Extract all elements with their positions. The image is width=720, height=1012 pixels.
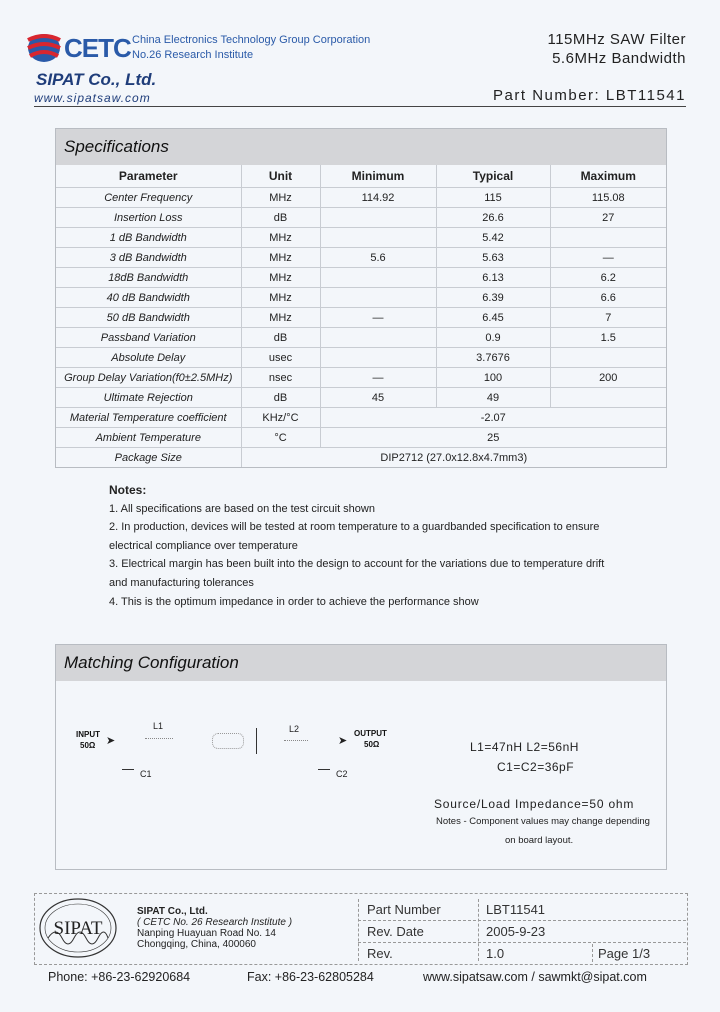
table-cell: 6.13 — [436, 268, 550, 288]
inductor-l2-icon — [284, 740, 308, 741]
matching-note-line2: on board layout. — [505, 835, 574, 846]
table-cell: 0.9 — [436, 328, 550, 348]
col-header-minimum: Minimum — [320, 165, 436, 188]
saw-filter-icon — [212, 733, 244, 749]
footer-rev-value: 1.0 — [486, 946, 505, 961]
specifications-title: Specifications — [56, 129, 666, 165]
table-row — [56, 268, 666, 288]
table-row — [56, 408, 666, 428]
note-line: 2. In production, devices will be tested at room temperature to a guardbanded specification to ensure — [109, 521, 600, 534]
table-cell: Group Delay Variation(f0±2.5MHz) — [56, 368, 241, 388]
table-cell: DIP2712 (27.0x12.8x4.7mm3) — [380, 451, 528, 464]
table-cell: usec — [241, 348, 320, 368]
footer-divider — [478, 899, 480, 961]
table-cell: 5.6 — [320, 248, 436, 268]
table-cell — [320, 208, 436, 228]
footer-rev-label: Rev. — [367, 946, 393, 961]
table-cell: 100 — [436, 368, 550, 388]
table-row — [56, 328, 666, 348]
footer-page: Page 1/3 — [598, 946, 651, 961]
capacitor-c2-icon — [318, 769, 330, 770]
table-cell — [320, 288, 436, 308]
capacitor-c1-label: C1 — [140, 769, 152, 779]
product-title: 115MHz SAW Filter — [547, 31, 686, 48]
footer-part-number-value: LBT11541 — [486, 902, 546, 917]
product-subtitle: 5.6MHz Bandwidth — [552, 50, 686, 67]
note-line: electrical compliance over temperature — [109, 539, 298, 552]
table-cell: Center Frequency — [56, 188, 241, 208]
table-cell: 6.45 — [436, 308, 550, 328]
table-row — [56, 308, 666, 328]
table-cell: 40 dB Bandwidth — [56, 288, 241, 308]
matching-title: Matching Configuration — [56, 645, 666, 681]
table-cell: Ambient Temperature — [56, 428, 241, 448]
footer-row-divider — [358, 942, 686, 943]
table-cell: Passband Variation — [56, 328, 241, 348]
table-cell — [550, 388, 666, 408]
footer-institute: ( CETC No. 26 Research Institute ) — [137, 917, 293, 928]
table-cell: °C — [241, 428, 320, 448]
table-cell: 18dB Bandwidth — [56, 268, 241, 288]
table-row — [56, 288, 666, 308]
table-cell: 114.92 — [320, 188, 436, 208]
company-name: SIPAT Co., Ltd. — [36, 70, 157, 89]
inductor-l1-icon — [145, 738, 173, 739]
table-cell: dB — [241, 388, 320, 408]
table-cell: 5.42 — [436, 228, 550, 248]
table-cell: 115 — [436, 188, 550, 208]
output-label: OUTPUT — [354, 729, 387, 738]
notes-block — [109, 481, 604, 611]
col-header-unit: Unit — [241, 165, 320, 188]
footer-box — [34, 893, 688, 965]
input-arrow-icon: ➤ — [106, 735, 116, 747]
table-row — [56, 348, 666, 368]
footer-company-block — [137, 906, 292, 950]
matching-note-line1: Notes - Component values may change depending — [436, 816, 650, 827]
footer-address1: Nanping Huayuan Road No. 14 — [137, 928, 276, 939]
table-row — [56, 428, 666, 448]
impedance-text: Source/Load Impedance=50 ohm — [434, 797, 635, 811]
table-cell: 25 — [320, 428, 666, 448]
cetc-logo-icon — [26, 28, 62, 66]
inductor-l2-label: L2 — [289, 724, 300, 734]
table-cell: 1.5 — [550, 328, 666, 348]
note-line: 4. This is the optimum impedance in order to achieve the performance show — [109, 595, 479, 608]
footer-divider — [592, 944, 594, 962]
notes-title: Notes: — [109, 483, 147, 497]
input-impedance: 50Ω — [80, 741, 96, 750]
note-line: and manufacturing tolerances — [109, 576, 254, 589]
table-cell: Material Temperature coefficient — [56, 408, 241, 428]
table-cell: — — [320, 368, 436, 388]
note-line: 3. Electrical margin has been built into the design to account for the variations due to temperature drift — [109, 558, 605, 571]
matching-section — [55, 644, 667, 870]
inductor-values: L1=47nH L2=56nH — [470, 740, 579, 754]
table-cell: MHz — [241, 308, 320, 328]
table-cell: — — [320, 308, 436, 328]
table-cell: 3 dB Bandwidth — [56, 248, 241, 268]
table-cell: Ultimate Rejection — [56, 388, 241, 408]
table-cell: KHz/°C — [241, 408, 320, 428]
table-row — [56, 188, 666, 208]
table-cell: 115.08 — [550, 188, 666, 208]
table-row — [56, 208, 666, 228]
footer-part-number-label: Part Number — [367, 902, 441, 917]
header-divider — [34, 106, 686, 107]
table-row — [56, 248, 666, 268]
org-name — [132, 33, 370, 63]
table-cell: 49 — [436, 388, 550, 408]
table-cell: 6.2 — [550, 268, 666, 288]
table-cell: 200 — [550, 368, 666, 388]
table-cell: dB — [241, 328, 320, 348]
table-cell — [320, 268, 436, 288]
table-cell: MHz — [241, 248, 320, 268]
note-line: 1. All specifications are based on the test circuit shown — [109, 502, 375, 515]
footer-rev-date-label: Rev. Date — [367, 924, 424, 939]
sipat-seal-icon — [36, 896, 120, 960]
table-cell — [320, 348, 436, 368]
table-row — [56, 388, 666, 408]
footer-fax: Fax: +86-23-62805284 — [247, 970, 374, 984]
table-cell: dB — [241, 208, 320, 228]
table-cell: 45 — [320, 388, 436, 408]
capacitor-c1-icon — [122, 769, 134, 770]
footer-address2: Chongqing, China, 400060 — [137, 939, 256, 950]
table-cell: MHz — [241, 228, 320, 248]
footer-contact[interactable]: www.sipatsaw.com / sawmkt@sipat.com — [423, 970, 647, 984]
part-number: Part Number: LBT11541 — [493, 87, 686, 104]
col-header-maximum: Maximum — [550, 165, 666, 188]
table-cell: 5.63 — [436, 248, 550, 268]
footer-phone: Phone: +86-23-62920684 — [48, 970, 191, 984]
table-cell: 6.6 — [550, 288, 666, 308]
specifications-section — [55, 128, 667, 468]
table-cell: 27 — [550, 208, 666, 228]
table-cell: nsec — [241, 368, 320, 388]
table-cell: 50 dB Bandwidth — [56, 308, 241, 328]
org-line2: No.26 Research Institute — [132, 49, 254, 61]
footer-rev-date-value: 2005-9-23 — [486, 924, 546, 939]
output-arrow-icon: ➤ — [338, 735, 348, 747]
capacitor-values: C1=C2=36pF — [497, 760, 575, 774]
table-cell: MHz — [241, 268, 320, 288]
table-cell: MHz — [241, 188, 320, 208]
table-cell: — — [550, 248, 666, 268]
table-cell: -2.07 — [320, 408, 666, 428]
table-cell: 1 dB Bandwidth — [56, 228, 241, 248]
table-cell — [320, 328, 436, 348]
output-impedance: 50Ω — [364, 740, 380, 749]
inductor-l1-label: L1 — [153, 721, 164, 731]
col-header-parameter: Parameter — [56, 165, 241, 188]
org-line1: China Electronics Technology Group Corporation — [132, 34, 371, 46]
table-cell: Package Size — [56, 448, 241, 468]
svg-text:SIPAT: SIPAT — [53, 918, 103, 939]
table-cell: 7 — [550, 308, 666, 328]
table-row — [56, 368, 666, 388]
table-cell: 3.7676 — [436, 348, 550, 368]
table-cell — [320, 228, 436, 248]
table-cell — [550, 228, 666, 248]
footer-divider — [358, 899, 360, 961]
table-cell: 26.6 — [436, 208, 550, 228]
table-cell: Absolute Delay — [56, 348, 241, 368]
footer-row-divider — [358, 920, 686, 921]
filter-divider — [256, 728, 257, 754]
specifications-table — [56, 165, 666, 467]
table-cell: Insertion Loss — [56, 208, 241, 228]
table-header-row — [56, 165, 666, 188]
footer-company: SIPAT Co., Ltd. — [137, 906, 208, 917]
company-website[interactable]: www.sipatsaw.com — [34, 91, 151, 105]
capacitor-c2-label: C2 — [336, 769, 348, 779]
table-row — [56, 228, 666, 248]
col-header-typical: Typical — [436, 165, 550, 188]
table-cell: MHz — [241, 288, 320, 308]
table-cell — [550, 348, 666, 368]
table-row — [56, 448, 666, 468]
input-label: INPUT — [76, 730, 100, 739]
table-cell: 6.39 — [436, 288, 550, 308]
cetc-logo-text: CETC — [64, 33, 131, 63]
